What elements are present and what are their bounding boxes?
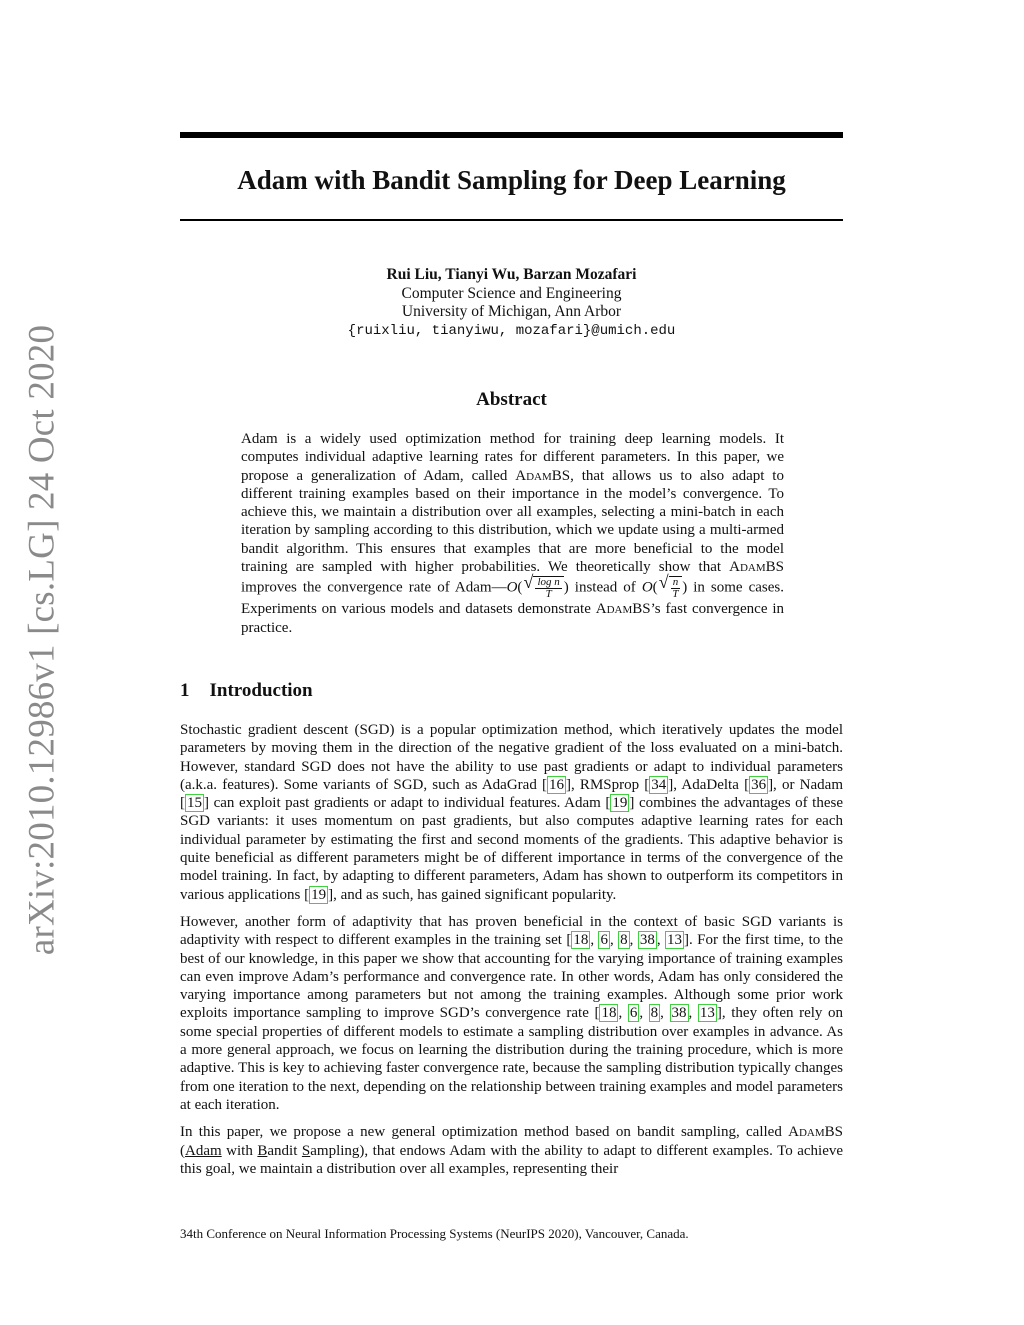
citation-link[interactable]: 36 xyxy=(751,776,767,793)
paragraph-1: Stochastic gradient descent (SGD) is a popular optimization method, which iteratively updates the model parameters by moving them in the direction of the negative gradient of the loss evaluated on a mini-batch. However, standard SGD does not have the ability to use past gradients or adapt to individual parameters (a.k.a. features). Some variants of SGD, such as AdaGrad [ 16 ], RMSprop [ 34 ], AdaDelta [ 36 ], or Nadam [ 15 ] can exploit past gradients or adapt to individual features. Adam [ 19 ] combines the advantages of these SGD variants: it uses momentum on past gradients, but also computes adaptive learning rates for each individual parameter by estimating the first and second moments of the gradients. This adaptive behavior is quite beneficial as different parameters might be of different importance in terms of the convergence of the model training. In fact, by adapting to different parameters, Adam has shown to outperform its competitors in various applications [ 19 ], and as such, has gained significant popularity. xyxy=(180,722,843,903)
citation-link[interactable]: 15 xyxy=(187,795,202,812)
sqrt-n-over-t: √ $\frac{n}{T}$ xyxy=(669,576,683,600)
citation-link[interactable]: 18 xyxy=(573,932,589,949)
author-names: Rui Liu, Tianyi Wu, Barzan Mozafari xyxy=(386,266,637,283)
citation-link[interactable]: 19 xyxy=(311,886,327,903)
citation-link[interactable]: 19 xyxy=(612,795,628,812)
citation-link[interactable]: 13 xyxy=(699,1005,715,1022)
paper-title: Adam with Bandit Sampling for Deep Learning xyxy=(237,165,786,195)
author-block xyxy=(180,266,843,340)
citation-link[interactable]: 38 xyxy=(671,1005,687,1022)
arxiv-stamp-text: arXiv:2010.12986v1 [cs.LG] 24 Oct 2020 xyxy=(21,324,63,956)
citation-link[interactable]: 13 xyxy=(667,932,682,949)
method-name: AdamBS xyxy=(788,1124,843,1141)
conference-footnote: 34th Conference on Neural Information Processing Systems (NeurIPS 2020), Vancouver, Canada. xyxy=(180,1226,689,1241)
title-top-rule xyxy=(180,132,843,138)
introduction-body xyxy=(180,721,843,1187)
section-heading-introduction: 1 Introduction xyxy=(180,680,313,701)
citation-link[interactable]: 38 xyxy=(639,932,655,949)
citation-link[interactable]: 34 xyxy=(651,776,667,793)
method-name: AdamBS xyxy=(729,559,784,576)
citation-link[interactable]: 18 xyxy=(601,1005,617,1022)
citation-link[interactable]: 8 xyxy=(650,1005,659,1022)
abstract-heading: Abstract xyxy=(476,389,547,410)
sqrt-log-n-over-t: √ $\frac{\text{log n}}{T}$ xyxy=(533,576,563,600)
citation-link[interactable]: 8 xyxy=(620,932,628,949)
citation-link[interactable]: 6 xyxy=(600,932,608,949)
paragraph-3: In this paper, we propose a new general optimization method based on bandit sampling, called AdamBS (Adam with Bandit Sampling), that endows Adam with the ability to adapt to different examples. To achieve this goal, we maintain a distribution over all examples, representing their xyxy=(180,1124,844,1177)
affiliation-department: Computer Science and Engineering xyxy=(401,284,622,302)
citation-link[interactable]: 6 xyxy=(629,1005,638,1022)
method-name: AdamBS xyxy=(595,601,651,618)
title-bottom-rule xyxy=(180,219,843,221)
abstract-text: Adam is a widely used optimization method for training deep learning models. It computes individual adaptive learning rates for different parameters. In this paper, we propose a generalization of Adam, called AdamBS, that allows us to also adapt to different training examples based on their importance in the model’s convergence. To achieve this, we maintain a distribution over all examples, selecting a mini-batch in each iteration by sampling according to this distribution, which we update using a multi-armed bandit algorithm. This ensures that examples that are more beneficial to the model training are sampled with higher probabilities. We theoretically show that AdamBS improves the convergence rate of Adam—O( √ $\frac{\text{log n}}{T}$ ) instead of O( √ $\frac{n}{T}$ ) in some cases. Experiments on various models and datasets demonstrate AdamBS’s fast convergence in practice. xyxy=(241,430,784,637)
method-name: AdamBS xyxy=(515,467,571,484)
author-emails: {ruixliu, tianyiwu, mozafari}@umich.edu xyxy=(347,322,676,339)
citation-link[interactable]: 16 xyxy=(549,776,564,793)
affiliation-university: University of Michigan, Ann Arbor xyxy=(401,303,622,320)
paragraph-2: However, another form of adaptivity that has proven beneficial in the context of basic SGD variants is adaptivity with respect to different examples in the training set [ 18 , 6 , 8 , 38 , 13 ]. For the first time, to the best of our knowledge, in this paper we show that accounting for the varying importance of training examples can even improve Adam’s performance and convergence rate. In other words, Adam has only considered the varying importance among parameters but not among the training examples. Although some prior work exploits importance sampling to improve SGD’s convergence rate [ 18 , 6 , 8 , 38 , 13 ], they often rely on some special properties of different models to estimate a sampling distribution over examples in advance. As a more general approach, we focus on learning the distribution during the training procedure, which is more adaptive. This is key to achieving faster convergence rate, because the sampling distribution typically changes from one iteration to the next, depending on the relationship between training examples and model parameters at each iteration. xyxy=(180,913,844,1113)
